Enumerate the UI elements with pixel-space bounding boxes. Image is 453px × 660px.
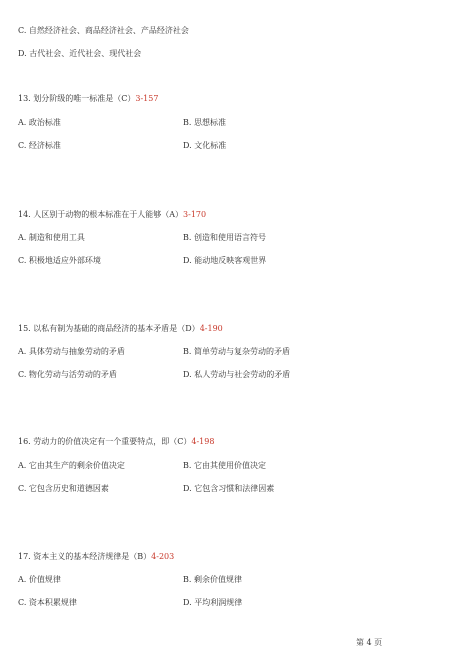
question-14-option-a: A. 制造和使用工具: [18, 233, 85, 242]
question-13-stem: 13. 划分阶级的唯一标准是（C）3-157: [18, 94, 159, 103]
question-17-ref: 4-203: [151, 552, 175, 561]
question-16-option-b: B. 它由其使用价值决定: [183, 461, 266, 470]
question-16-option-c: C. 它包含历史和道德因素: [18, 484, 109, 493]
question-15-option-b: B. 简单劳动与复杂劳动的矛盾: [183, 347, 290, 356]
question-14-option-c: C. 积极地适应外部环境: [18, 256, 101, 265]
question-17-option-c: C. 资本积累规律: [18, 598, 77, 607]
question-15-option-d: D. 私人劳动与社会劳动的矛盾: [183, 370, 291, 379]
question-15-option-c: C. 物化劳动与活劳动的矛盾: [18, 370, 117, 379]
question-16-ref: 4-198: [191, 437, 215, 446]
option-d-top: D. 古代社会、近代社会、现代社会: [18, 49, 142, 58]
question-16-option-d: D. 它包含习惯和法律因素: [183, 484, 275, 493]
question-17-stem: 17. 资本主义的基本经济规律是（B）4-203: [18, 552, 175, 561]
page-number: 第 4 页: [356, 638, 383, 647]
question-15-stem: 15. 以私有制为基础的商品经济的基本矛盾是（D）4-190: [18, 324, 223, 333]
question-15-option-a: A. 具体劳动与抽象劳动的矛盾: [18, 347, 125, 356]
option-c-top: C. 自然经济社会、商品经济社会、产品经济社会: [18, 26, 189, 35]
question-16-stem: 16. 劳动力的价值决定有一个重要特点，即（C）4-198: [18, 437, 215, 446]
question-14-ref: 3-170: [183, 210, 207, 219]
question-13-ref: 3-157: [135, 94, 159, 103]
question-14-option-d: D. 能动地反映客观世界: [183, 256, 267, 265]
question-17-option-d: D. 平均利润规律: [183, 598, 243, 607]
question-17-option-b: B. 剩余价值规律: [183, 575, 242, 584]
question-13-option-c: C. 经济标准: [18, 141, 61, 150]
question-13-option-b: B. 思想标准: [183, 118, 226, 127]
question-13-option-d: D. 文化标准: [183, 141, 227, 150]
question-14-stem: 14. 人区别于动物的根本标准在于人能够（A）3-170: [18, 210, 207, 219]
question-13-option-a: A. 政治标准: [18, 118, 61, 127]
question-15-ref: 4-190: [199, 324, 223, 333]
question-14-option-b: B. 创造和使用语言符号: [183, 233, 266, 242]
question-17-option-a: A. 价值规律: [18, 575, 61, 584]
question-16-option-a: A. 它由其生产的剩余价值决定: [18, 461, 125, 470]
